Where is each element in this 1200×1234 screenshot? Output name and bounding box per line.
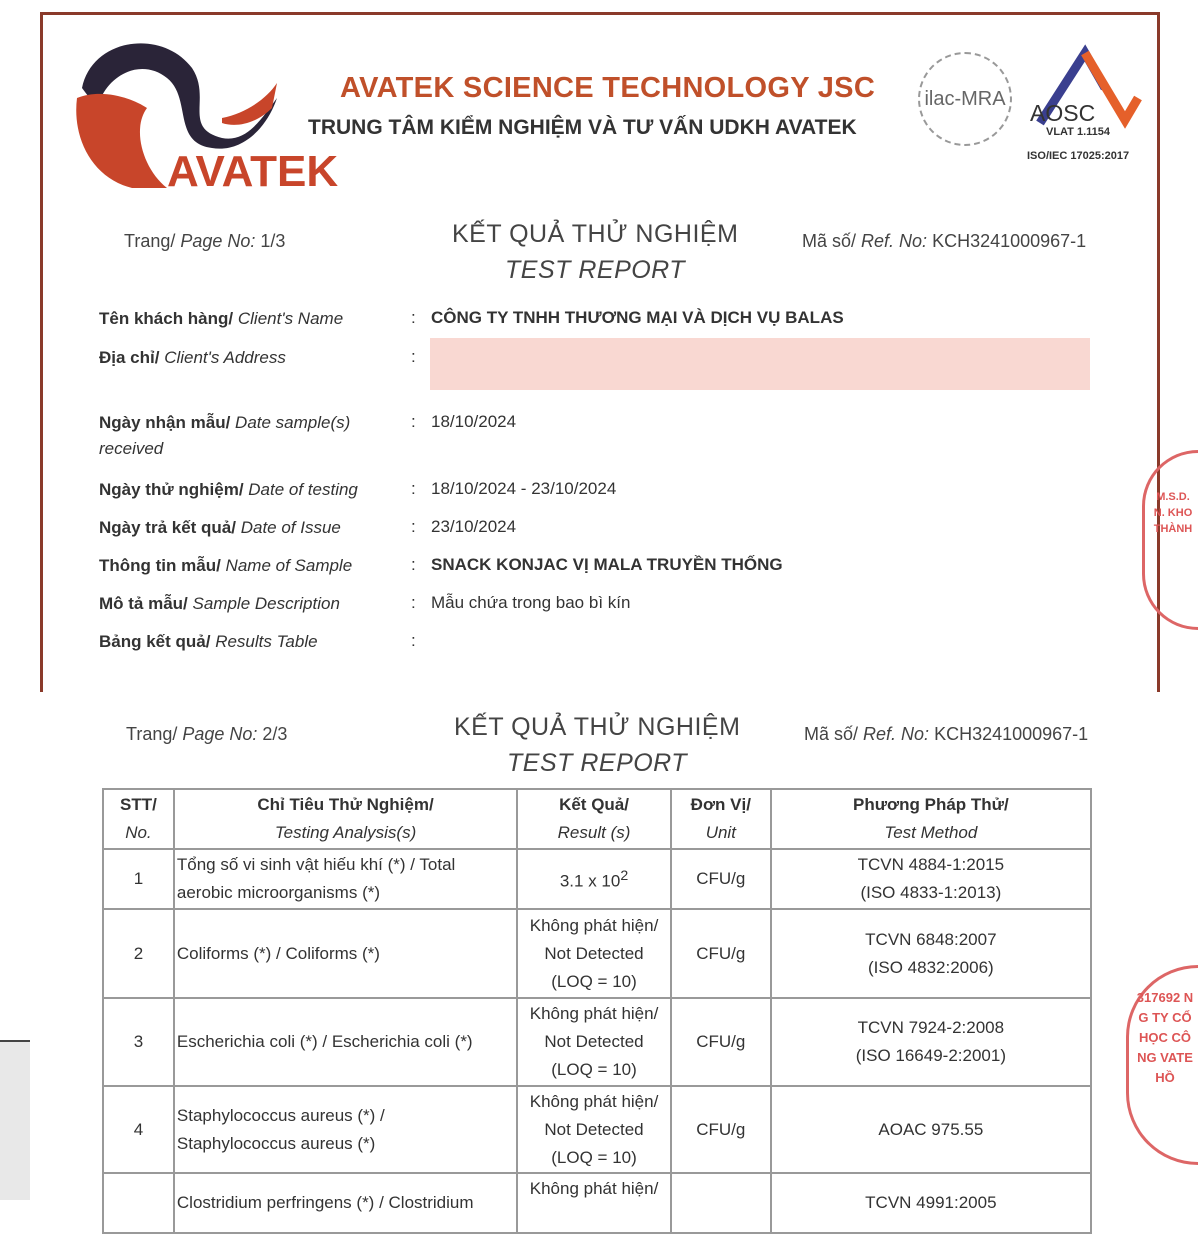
field-label: Ngày nhận mẫu/ Date sample(s) received	[99, 413, 351, 458]
cell-result: Không phát hiện/	[517, 1173, 671, 1233]
cell-no: 4	[103, 1086, 174, 1173]
iso-text: ISO/IEC 17025:2017	[1027, 150, 1130, 162]
cell-unit: CFU/g	[671, 998, 771, 1086]
cell-analysis: Coliforms (*) / Coliforms (*)	[174, 909, 517, 998]
logo-text: AVATEK	[167, 147, 339, 196]
cell-method: TCVN 6848:2007 (ISO 4832:2006)	[771, 909, 1091, 998]
cell-result: 3.1 x $10^2$	[517, 849, 671, 909]
cell-no	[103, 1173, 174, 1233]
header-method: Phương Pháp Thử/ Test Method	[771, 789, 1091, 849]
cell-result: Không phát hiện/ Not Detected (LOQ = 10)	[517, 1086, 671, 1173]
center-name: TRUNG TÂM KIỂM NGHIỆM VÀ TƯ VẤN UDKH AVATEK	[308, 116, 857, 139]
field-label: Tên khách hàng/ Client's Name	[99, 309, 344, 328]
ref-number-2: Mã số/ Ref. No: KCH3241000967-1	[804, 724, 1089, 744]
report-title-vi-2: KẾT QUẢ THỬ NGHIỆM	[454, 713, 741, 741]
cell-analysis: Clostridium perfringens (*) / Clostridium	[174, 1173, 517, 1233]
field-label: Ngày thử nghiệm/ Date of testing	[99, 480, 358, 499]
cell-no: 2	[103, 909, 174, 998]
cell-method: AOAC 975.55	[771, 1086, 1091, 1173]
field-value: SNACK KONJAC VỊ MALA TRUYỀN THỐNG	[431, 555, 783, 574]
cell-unit: CFU/g	[671, 909, 771, 998]
table-row	[103, 1173, 1091, 1233]
field-label: Thông tin mẫu/ Name of Sample	[99, 556, 353, 575]
aosc-text: AOSC	[1030, 100, 1096, 126]
report-title-en-2: TEST REPORT	[507, 749, 688, 777]
table-row	[103, 1086, 1091, 1173]
ref-number: Mã số/ Ref. No: KCH3241000967-1	[802, 231, 1087, 251]
field-label: Bảng kết quả/ Results Table	[99, 632, 318, 651]
header-result: Kết Quả/ Result (s)	[517, 789, 671, 849]
field-colon: :	[411, 631, 416, 650]
header-unit: Đơn Vị/ Unit	[671, 789, 771, 849]
cell-analysis: Tổng số vi sinh vật hiếu khí (*) / Total aerobic microorganisms (*)	[174, 849, 517, 909]
field-colon: :	[411, 412, 416, 431]
table-row	[103, 909, 1091, 998]
cell-result: Không phát hiện/ Not Detected (LOQ = 10)	[517, 998, 671, 1086]
vlat-text: VLAT 1.1154	[1046, 126, 1110, 138]
field-label: Ngày trả kết quả/ Date of Issue	[99, 518, 341, 537]
page-number: Trang/ Page No: 1/3	[124, 231, 286, 251]
results-table	[102, 788, 1092, 1234]
field-colon: :	[411, 593, 416, 612]
field-value: 18/10/2024	[431, 412, 517, 431]
viewer-background	[0, 1040, 30, 1200]
red-stamp-top: M.S.D.N. KHO THÀNH	[1142, 450, 1198, 630]
cell-unit	[671, 1173, 771, 1233]
cell-unit: CFU/g	[671, 1086, 771, 1173]
red-stamp-bottom: 317692 NG TY CỔ HỌC CÔNG VATE HỒ	[1126, 965, 1198, 1165]
cell-no: 3	[103, 998, 174, 1086]
cell-result: Không phát hiện/ Not Detected (LOQ = 10)	[517, 909, 671, 998]
field-value: 18/10/2024 - 23/10/2024	[431, 479, 617, 498]
cell-method: TCVN 4991:2005	[771, 1173, 1091, 1233]
cell-analysis: Staphylococcus aureus (*) / Staphylococcus aureus (*)	[174, 1086, 517, 1173]
cell-analysis: Escherichia coli (*) / Escherichia coli (*)	[174, 998, 517, 1086]
header-analysis: Chỉ Tiêu Thử Nghiệm/ Testing Analysis(s)	[174, 789, 517, 849]
cell-no: 1	[103, 849, 174, 909]
cell-unit: CFU/g	[671, 849, 771, 909]
field-colon: :	[411, 308, 416, 327]
company-name: AVATEK SCIENCE TECHNOLOGY JSC	[340, 72, 876, 104]
report-title-vi: KẾT QUẢ THỬ NGHIỆM	[452, 220, 739, 248]
cell-method: TCVN 7924-2:2008 (ISO 16649-2:2001)	[771, 998, 1091, 1086]
header-no: STT/ No.	[103, 789, 174, 849]
table-row	[103, 849, 1091, 909]
field-value: Mẫu chứa trong bao bì kín	[431, 593, 631, 612]
ilac-mra-logo	[918, 52, 1012, 146]
field-label: Địa chỉ/ Client's Address	[99, 348, 286, 367]
field-label: Mô tả mẫu/ Sample Description	[99, 594, 340, 613]
table-row	[103, 998, 1091, 1086]
report-title-en: TEST REPORT	[505, 256, 686, 284]
redacted-address	[430, 338, 1090, 390]
field-colon: :	[411, 555, 416, 574]
page-number-2: Trang/ Page No: 2/3	[126, 724, 288, 744]
field-value: 23/10/2024	[431, 517, 517, 536]
field-colon: :	[411, 517, 416, 536]
field-colon: :	[411, 347, 416, 366]
ilac-text: ilac-MRA	[924, 88, 1006, 110]
field-colon: :	[411, 479, 416, 498]
table-header	[103, 789, 1091, 849]
cell-method: TCVN 4884-1:2015 (ISO 4833-1:2013)	[771, 849, 1091, 909]
avatek-logo	[72, 28, 339, 196]
field-value: CÔNG TY TNHH THƯƠNG MẠI VÀ DỊCH VỤ BALAS	[431, 308, 844, 327]
